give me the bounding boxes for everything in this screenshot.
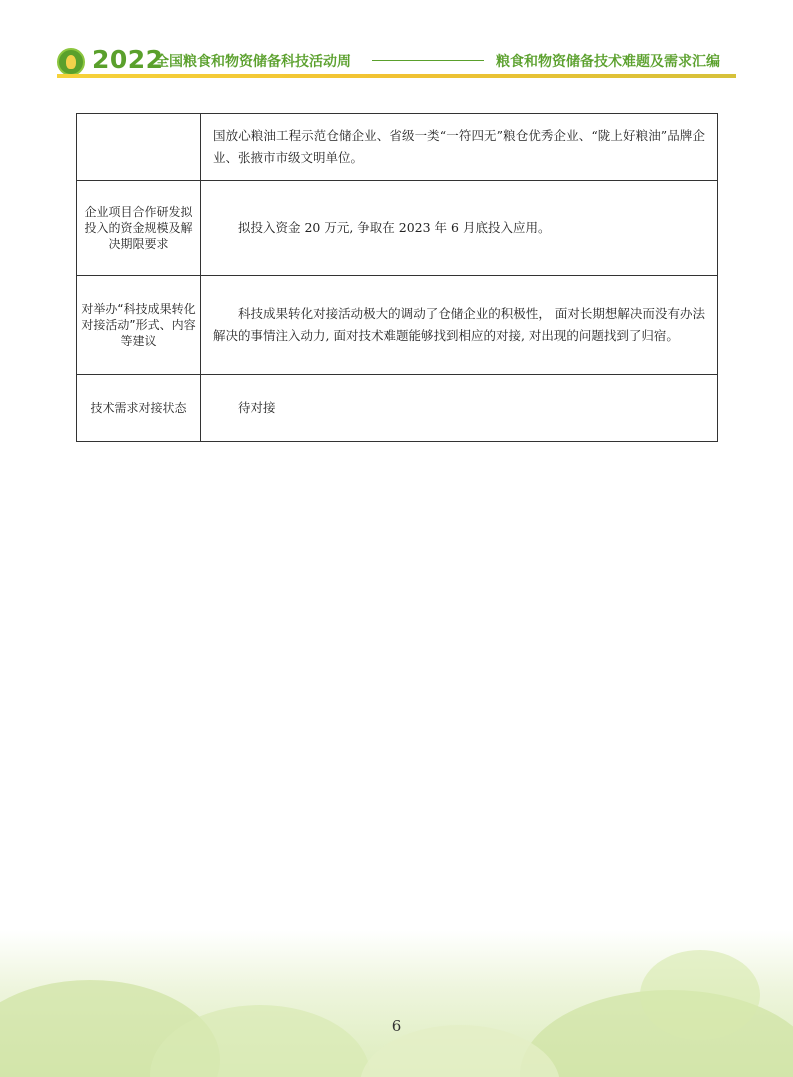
row-label: 企业项目合作研发拟投入的资金规模及解决期限要求 (77, 181, 201, 276)
row-label: 对举办“科技成果转化对接活动”形式、内容等建议 (77, 276, 201, 375)
row-label: 技术需求对接状态 (77, 375, 201, 442)
row-content: 拟投入资金 20 万元, 争取在 2023 年 6 月底投入应用。 (201, 181, 718, 276)
header-divider (372, 60, 484, 61)
page-number: 6 (391, 1017, 402, 1035)
header-event-title: 全国粮食和物资储备科技活动周 (155, 54, 351, 70)
row-content: 国放心粮油工程示范仓储企业、省级一类“一符四无”粮仓优秀企业、“陇上好粮油”品牌企业、张掖市市级文明单位。 (201, 114, 718, 181)
header-underline (57, 74, 736, 78)
row-label (77, 114, 201, 181)
row-content: 科技成果转化对接活动极大的调动了仓储企业的积极性， 面对长期想解决而没有办法解决的事情注入动力, 面对技术难题能够找到相应的对接, 对出现的问题找到了归宿。 (201, 276, 718, 375)
table-row (77, 114, 718, 181)
grain-logo-icon (57, 48, 85, 76)
row-content: 待对接 (201, 375, 718, 442)
page-header (0, 0, 793, 80)
header-year: 2022 (92, 45, 164, 74)
table-row (77, 181, 718, 276)
footer-background (0, 930, 793, 1077)
table-row (77, 276, 718, 375)
table-row (77, 375, 718, 442)
header-collection-title: 粮食和物资储备技术难题及需求汇编 (496, 54, 720, 70)
info-table (76, 113, 718, 442)
